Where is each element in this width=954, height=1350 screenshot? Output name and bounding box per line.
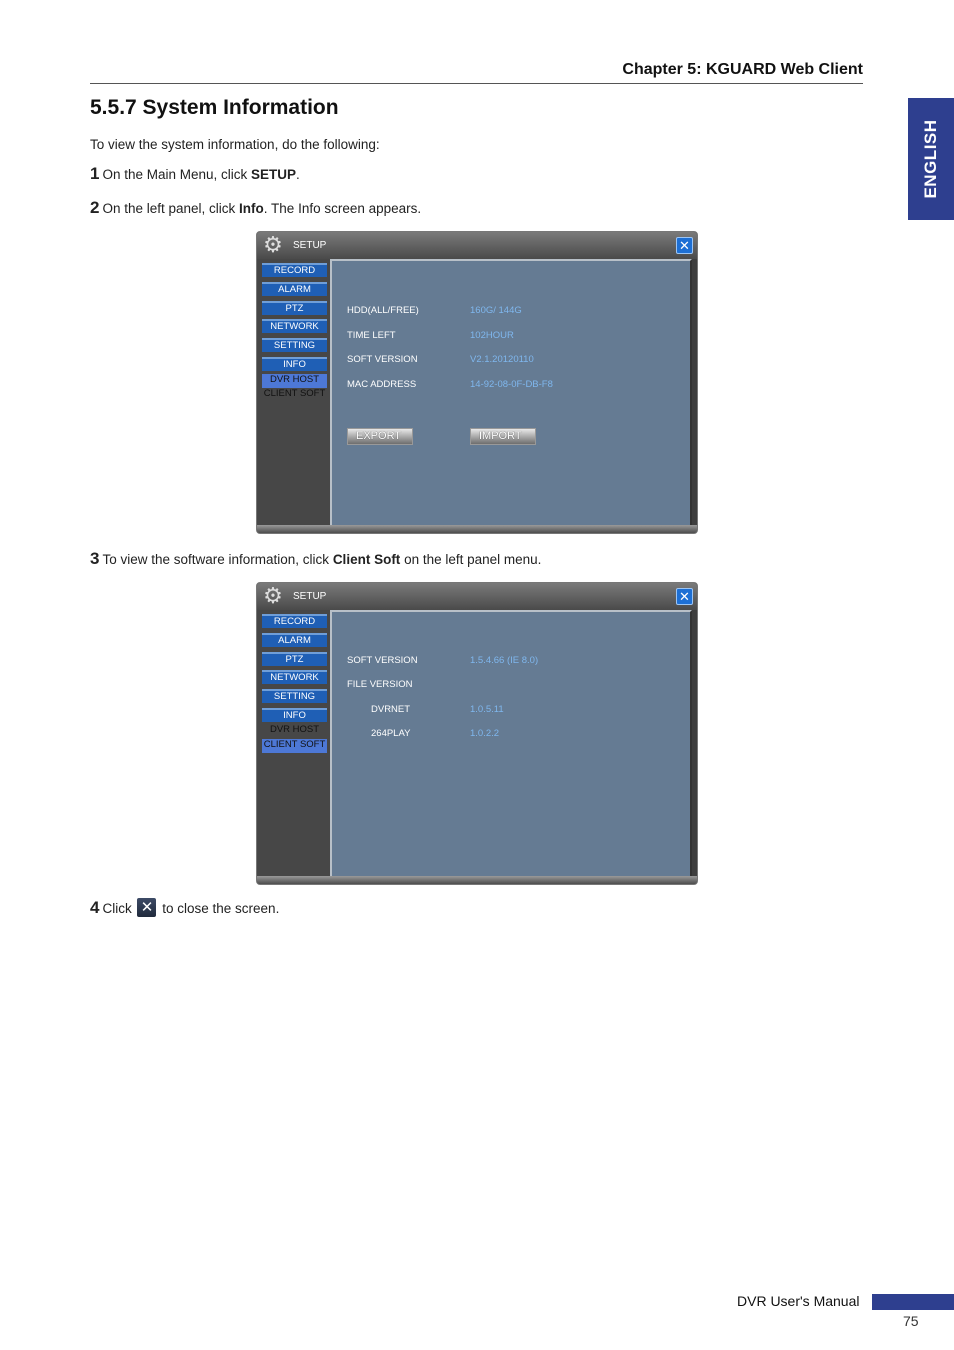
step-3 — [90, 549, 541, 569]
step-text-end: . — [296, 167, 300, 182]
step-text: On the left panel, click — [102, 201, 240, 216]
soft-version-label: SOFT VERSION — [347, 655, 418, 666]
264play-value: 1.0.2.2 — [470, 728, 500, 739]
menu-item-dvr-host[interactable]: DVR HOST — [262, 374, 327, 388]
hdd-value: 160G/ 144G — [470, 305, 522, 316]
info-panel — [330, 259, 692, 527]
dvrnet-label: DVRNET — [371, 704, 411, 715]
chapter-header — [90, 58, 863, 84]
section-title: 5.5.7 System Information — [90, 96, 339, 119]
intro-text: To view the system information, do the following: — [90, 137, 380, 152]
client-soft-panel — [330, 610, 692, 878]
mac-address-label: MAC ADDRESS — [347, 379, 417, 390]
step-text: To view the software information, click — [102, 552, 333, 567]
step-text: On the Main Menu, click — [102, 167, 252, 182]
step-4 — [90, 898, 279, 918]
mac-address-value: 14-92-08-0F-DB-F8 — [470, 379, 553, 390]
menu-item-client-soft[interactable]: CLIENT SOFT — [262, 739, 327, 753]
time-left-value: 102HOUR — [470, 330, 514, 341]
step-2 — [90, 198, 421, 218]
step-1 — [90, 164, 300, 184]
setup-sidebar — [257, 259, 330, 527]
time-left-label: TIME LEFT — [347, 330, 396, 341]
dvr-setup-window-info — [256, 231, 698, 534]
soft-version-value: 1.5.4.66 (IE 8.0) — [470, 655, 539, 666]
language-tab-label: ENGLISH — [921, 119, 940, 199]
menu-item-alarm[interactable]: ALARM — [262, 633, 327, 647]
step-keyword: Client Soft — [332, 552, 401, 567]
step-text-end: . The Info screen appears. — [263, 201, 422, 216]
file-version-label: FILE VERSION — [347, 679, 413, 690]
footer-bar — [872, 1294, 954, 1310]
window-bottom-bar — [257, 525, 697, 533]
window-title: SETUP — [293, 240, 327, 251]
close-icon[interactable]: ✕ — [676, 588, 693, 605]
dvr-setup-window-client-soft — [256, 582, 698, 885]
menu-item-record[interactable]: RECORD — [262, 614, 327, 628]
gear-icon: ⚙ — [263, 583, 283, 608]
soft-version-value: V2.1.20120110 — [470, 354, 534, 365]
menu-item-dvr-host[interactable]: DVR HOST — [269, 724, 320, 735]
menu-item-network[interactable]: NETWORK — [262, 670, 327, 684]
step-text: Click — [102, 901, 132, 916]
step-number: 4 — [90, 898, 100, 917]
window-titlebar — [257, 232, 697, 259]
soft-version-label: SOFT VERSION — [347, 354, 418, 365]
close-icon: ✕ — [137, 898, 156, 917]
menu-item-alarm[interactable]: ALARM — [262, 282, 327, 296]
language-tab — [908, 98, 954, 220]
step-number: 2 — [90, 198, 100, 217]
menu-item-setting[interactable]: SETTING — [262, 689, 327, 703]
menu-item-client-soft[interactable]: CLIENT SOFT — [263, 388, 326, 399]
window-bottom-bar — [257, 876, 697, 884]
menu-item-info[interactable]: INFO — [262, 708, 327, 722]
export-button[interactable]: EXPORT — [347, 428, 413, 445]
page-number: 75 — [903, 1313, 919, 1329]
264play-label: 264PLAY — [371, 728, 411, 739]
menu-item-info[interactable]: INFO — [262, 357, 327, 371]
window-title: SETUP — [293, 591, 327, 602]
menu-item-setting[interactable]: SETTING — [262, 338, 327, 352]
step-text-end: on the left panel menu. — [400, 552, 542, 567]
gear-icon: ⚙ — [263, 232, 283, 257]
close-icon[interactable]: ✕ — [676, 237, 693, 254]
menu-item-record[interactable]: RECORD — [262, 263, 327, 277]
step-keyword: Info — [239, 201, 264, 216]
step-number: 3 — [90, 549, 100, 568]
step-number: 1 — [90, 164, 100, 183]
import-button[interactable]: IMPORT — [470, 428, 536, 445]
hdd-label: HDD(ALL/FREE) — [347, 305, 419, 316]
footer-manual-title: DVR User's Manual — [737, 1293, 860, 1309]
menu-item-network[interactable]: NETWORK — [262, 319, 327, 333]
menu-item-ptz[interactable]: PTZ — [262, 652, 327, 666]
chapter-title: Chapter 5: KGUARD Web Client — [622, 61, 863, 78]
step-text-end: to close the screen. — [162, 901, 280, 916]
window-titlebar — [257, 583, 697, 610]
dvrnet-value: 1.0.5.11 — [470, 704, 504, 715]
step-keyword: SETUP — [251, 167, 297, 182]
setup-sidebar — [257, 610, 330, 878]
menu-item-ptz[interactable]: PTZ — [262, 301, 327, 315]
